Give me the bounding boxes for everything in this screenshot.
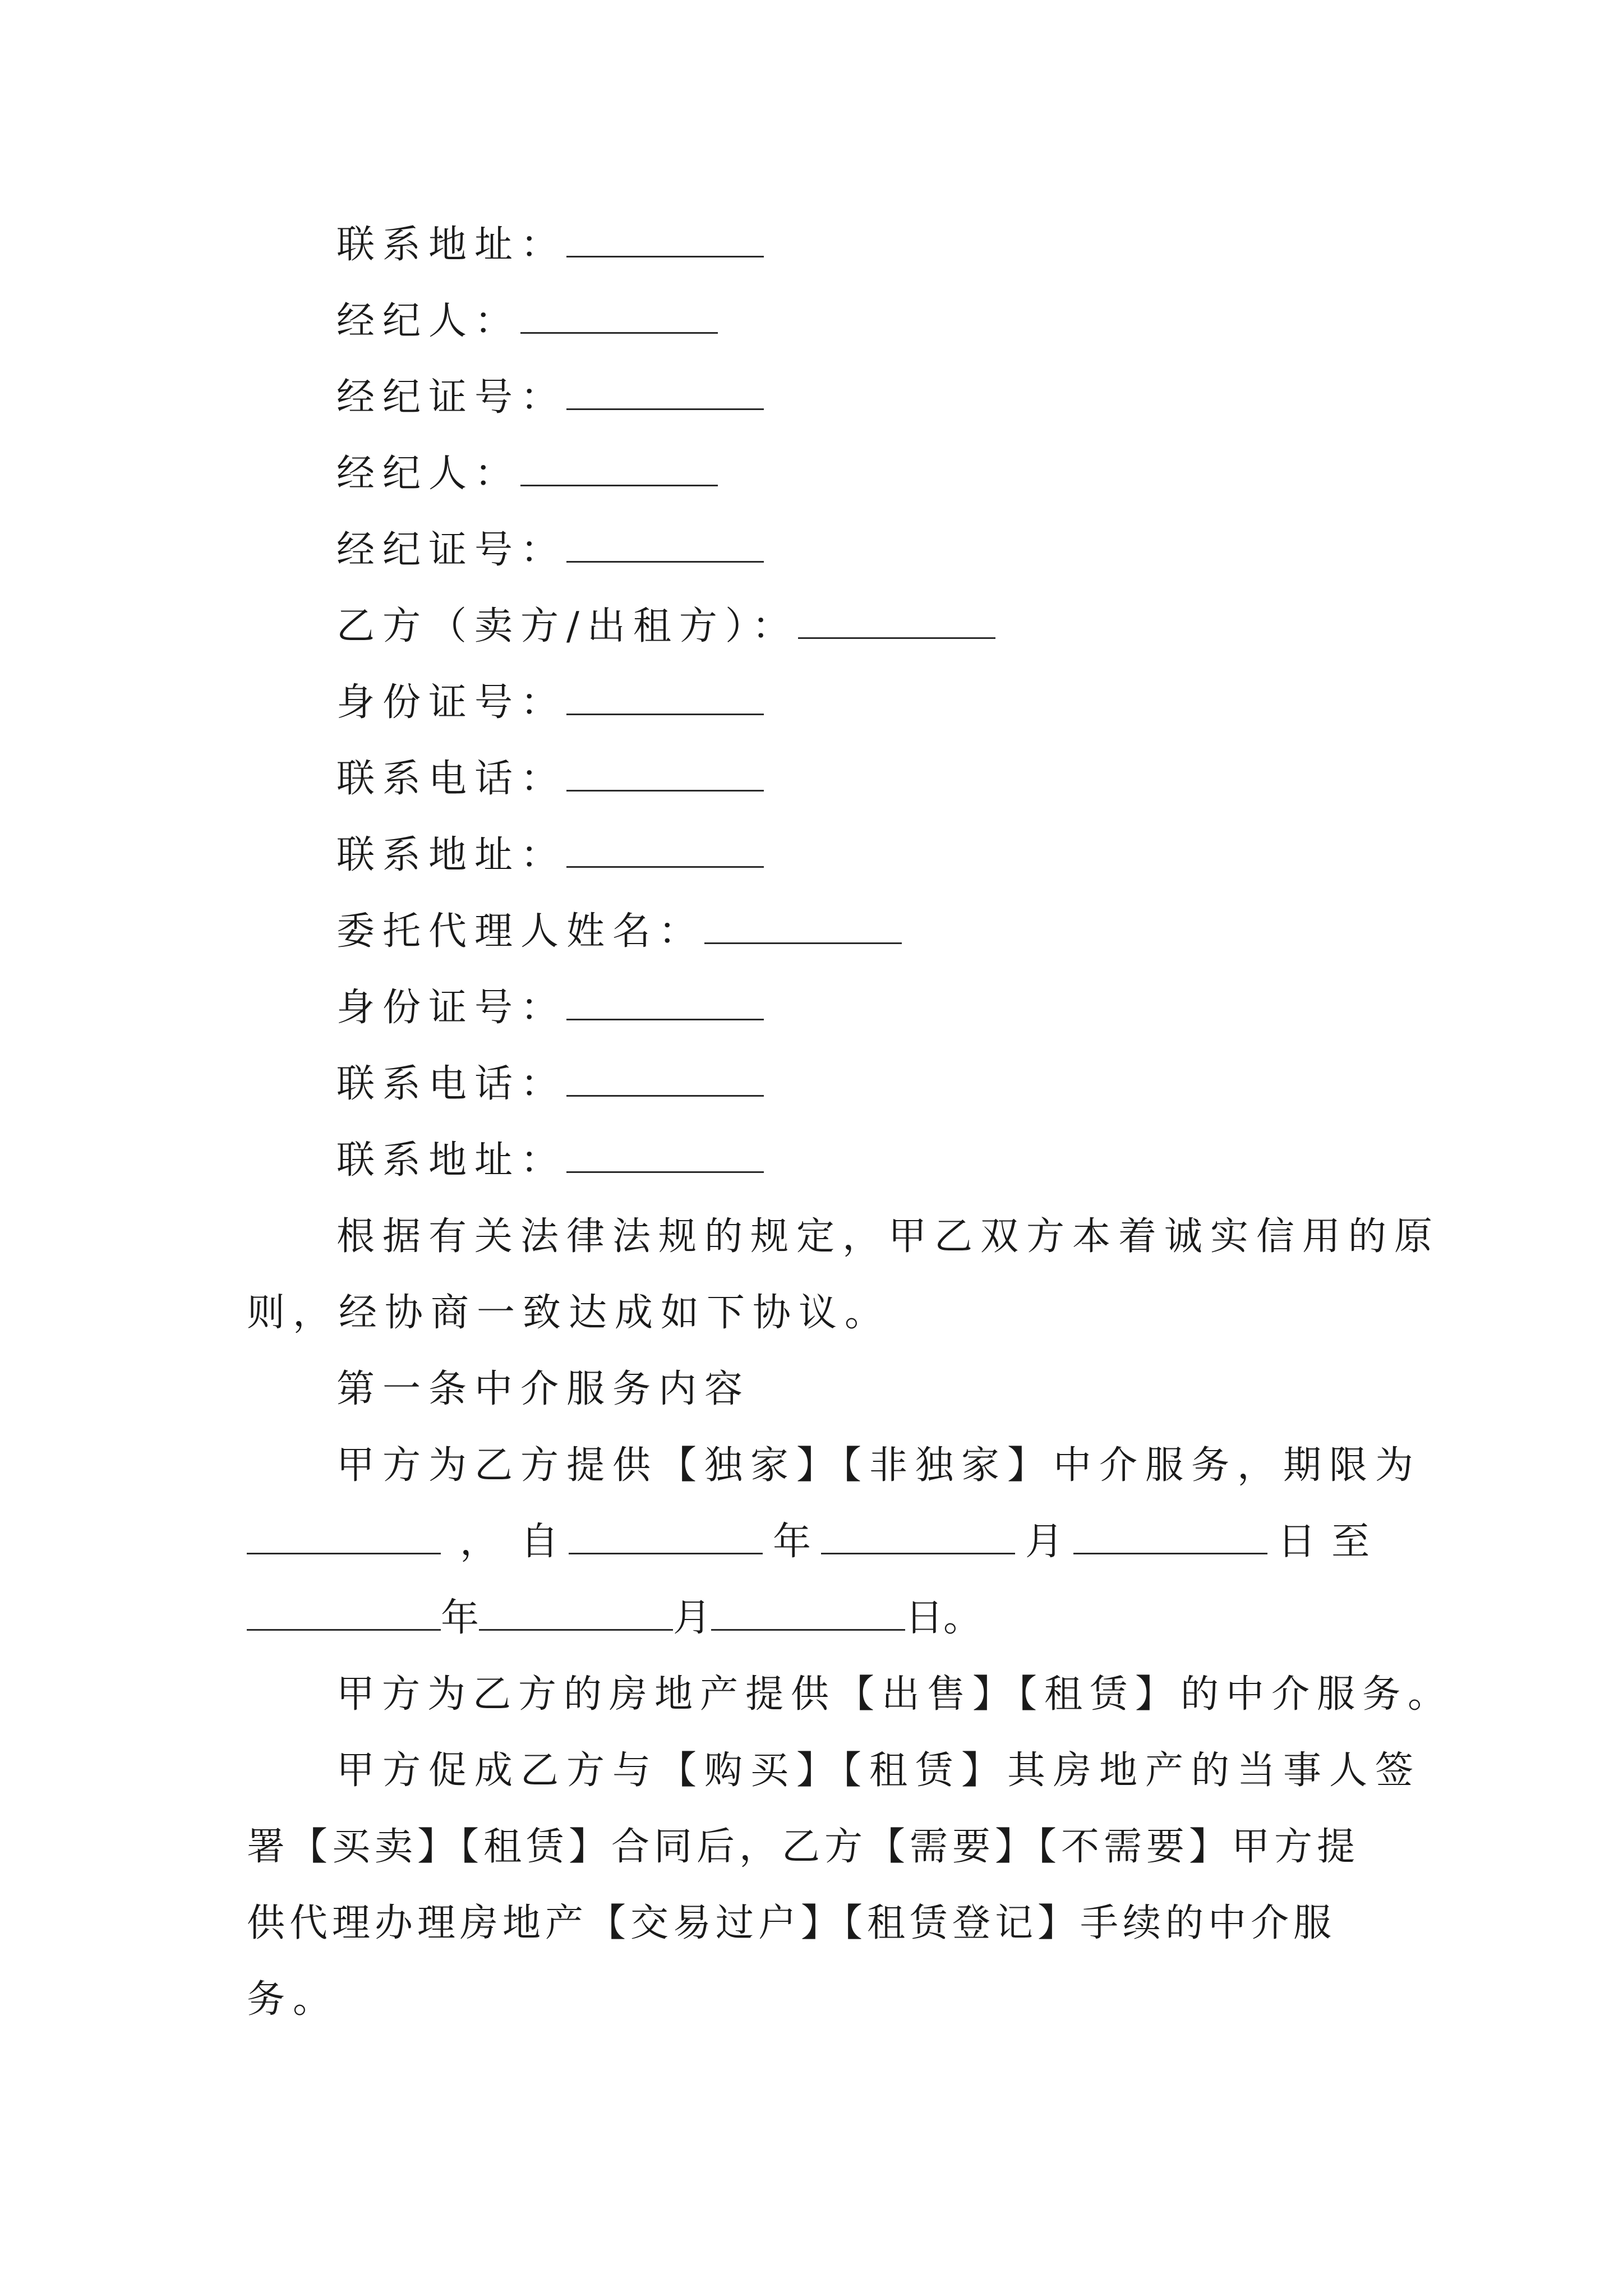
field-contact-address: 联系地址： [336, 220, 764, 270]
paragraph-line: 供代理办理房地产【交易过户】【租赁登记】手续的中介服 [247, 1901, 1336, 1945]
blank-line[interactable] [711, 1594, 905, 1631]
blank-line[interactable] [566, 374, 764, 410]
paragraph-line: 甲方为乙方提供【独家】【非独家】中介服务，期限为 [336, 1443, 1422, 1488]
field-id-number: 身份证号： [336, 983, 764, 1033]
blank-line[interactable] [479, 1594, 673, 1631]
preamble-line: 则，经协商一致达成如下协议。 [247, 1291, 891, 1335]
paragraph-line: 甲方为乙方的房地产提供【出售】【租赁】的中介服务。 [336, 1672, 1454, 1717]
field-agent-license: 经纪证号： [336, 525, 764, 576]
field-contact-address: 联系地址： [336, 1135, 764, 1186]
blank-line[interactable] [566, 984, 764, 1020]
blank-line[interactable] [247, 1518, 441, 1554]
paragraph-line: 署【买卖】【租赁】合同后，乙方【需要】【不需要】甲方提 [247, 1825, 1360, 1869]
term-dates-line: ， 自 年 月 日至 [247, 1517, 1385, 1567]
paragraph-line: 务。 [247, 1977, 339, 2022]
blank-line[interactable] [520, 297, 718, 334]
blank-line[interactable] [566, 221, 764, 257]
blank-line[interactable] [566, 679, 764, 715]
field-party-b: 乙方（卖方/出租方）： [336, 601, 995, 652]
field-phone: 联系电话： [336, 1059, 764, 1110]
blank-line[interactable] [520, 450, 718, 486]
blank-line[interactable] [566, 755, 764, 792]
field-agent-license: 经纪证号： [336, 372, 764, 423]
blank-line[interactable] [798, 602, 995, 639]
blank-line[interactable] [566, 831, 764, 868]
article-heading: 第一条中介服务内容 [336, 1367, 751, 1411]
blank-line[interactable] [821, 1518, 1015, 1554]
field-phone: 联系电话： [336, 754, 764, 804]
blank-line[interactable] [247, 1594, 441, 1631]
blank-line[interactable] [704, 908, 902, 944]
field-proxy-name: 委托代理人姓名： [336, 907, 902, 957]
blank-line[interactable] [1073, 1518, 1267, 1554]
preamble-line: 根据有关法律法规的规定，甲乙双方本着诚实信用的原 [336, 1214, 1441, 1259]
field-contact-address: 联系地址： [336, 830, 764, 881]
field-agent: 经纪人： [336, 296, 718, 347]
term-end-line: 年 月 日。 [247, 1593, 981, 1644]
blank-line[interactable] [566, 1137, 764, 1173]
paragraph-line: 甲方促成乙方与【购买】【租赁】其房地产的当事人签 [336, 1749, 1422, 1793]
blank-line[interactable] [566, 526, 764, 563]
blank-line[interactable] [569, 1518, 763, 1554]
field-agent: 经纪人： [336, 449, 718, 499]
field-id-number: 身份证号： [336, 678, 764, 728]
blank-line[interactable] [566, 1060, 764, 1097]
